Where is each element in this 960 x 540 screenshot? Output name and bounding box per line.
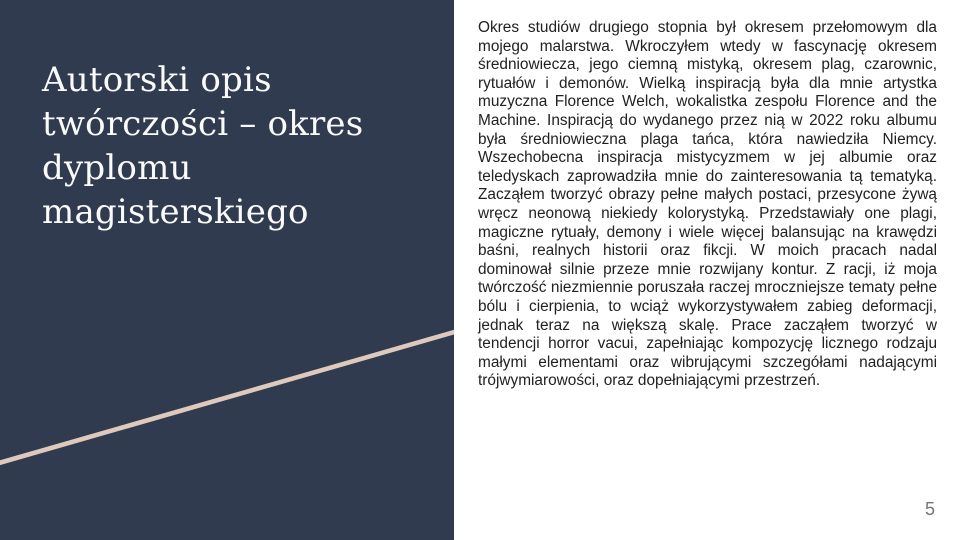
title-panel — [0, 0, 454, 540]
slide-title: Autorski opis twórczości – okres dyplomu magisterskiego — [42, 60, 364, 232]
page-number: 5 — [924, 499, 935, 519]
body-paragraph: Okres studiów drugiego stopnia był okresem przełomowym dla mojego malarstwa. Wkroczyłem wtedy w fascynację okresem średniowiecza, jego ciemną mistyką, okresem plag, czarownic, rytuałów i demonów. Wielką inspiracją była dla mnie artystka muzyczna Florence Welch, wokalistka zespołu Florence and the Machine. Inspiracją do wydanego przez nią w 2022 roku albumu była średniowieczna plaga tańca, która nawiedziła Niemcy. Wszechobecna inspiracja mistycyzmem w jej albumie oraz teledyskach zaprowadziła mnie do zainteresowania tą tematyką. Zacząłem tworzyć obrazy pełne małych postaci, przesycone żywą wręcz neonową niekiedy kolorystyką. Przedstawiały one plagi, magiczne rytuały, demony i wiele więcej balansując na krawędzi baśni, realnych historii oraz fikcji. W moich pracach nadal dominował silnie przeze mnie rozwijany kontur. Z racji, iż moja twórczość niezmiennie poruszała raczej mroczniejsze tematy pełne bólu i cierpienia, to wciąż wykorzystywałem zabieg deformacji, jednak teraz na większą skalę. Prace zacząłem tworzyć w tendencji horror vacui, zapełniając kompozycję licznego rodzaju małymi elementami oraz wibrującymi szczegółami nadającymi trójwymiarowości, oraz dopełniającymi przestrzeń. — [478, 19, 937, 390]
